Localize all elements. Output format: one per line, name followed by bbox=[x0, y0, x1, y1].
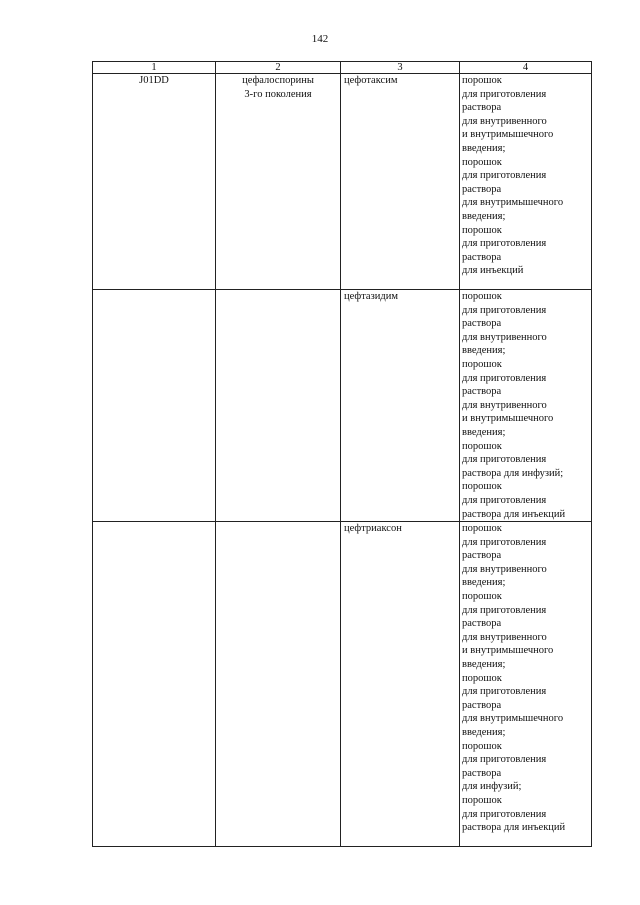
text-line: для приготовления bbox=[462, 808, 547, 820]
text-line: порошок bbox=[462, 740, 502, 752]
text-line: для внутривенного bbox=[462, 563, 547, 575]
drug-table bbox=[92, 61, 592, 847]
text-line: раствора bbox=[462, 550, 502, 562]
text-line: и внутримышечного bbox=[462, 413, 554, 425]
text-line: введения; bbox=[462, 426, 506, 438]
column-header-4: 4 bbox=[460, 62, 592, 74]
text-line: порошок bbox=[462, 523, 502, 535]
column-header-1: 1 bbox=[93, 62, 216, 74]
text-line: для приготовления bbox=[462, 170, 547, 182]
text-line: порошок bbox=[462, 672, 502, 684]
text-line: порошок bbox=[462, 156, 502, 168]
text-line: порошок bbox=[462, 440, 502, 452]
text-line: для приготовления bbox=[462, 604, 547, 616]
text-line: раствора bbox=[462, 102, 502, 114]
text-line: для приготовления bbox=[462, 454, 547, 466]
text-line: порошок bbox=[462, 224, 502, 236]
atc-code-cell bbox=[93, 290, 216, 522]
column-header-2: 2 bbox=[216, 62, 341, 74]
text-line: для инъекций bbox=[462, 265, 524, 277]
text-line: для приготовления bbox=[462, 238, 547, 250]
atc-code-cell bbox=[93, 522, 216, 847]
text-line: для внутривенного bbox=[462, 115, 547, 127]
text-line: введения; bbox=[462, 577, 506, 589]
text-line: для приготовления bbox=[462, 372, 547, 384]
text-line: порошок bbox=[462, 75, 502, 86]
text-line: для внутривенного bbox=[462, 631, 547, 643]
text-line: раствора bbox=[462, 183, 502, 195]
text-line: для инфузий; bbox=[462, 781, 522, 793]
text-line: порошок bbox=[462, 291, 502, 302]
group-cell bbox=[216, 290, 341, 522]
text-line: раствора bbox=[462, 386, 502, 398]
drug-name-cell: цефтазидим bbox=[341, 290, 460, 522]
text-line: для приготовления bbox=[462, 88, 547, 100]
atc-code-cell: J01DD bbox=[93, 74, 216, 290]
text-line: порошок bbox=[462, 481, 502, 493]
text-line: введения; bbox=[462, 210, 506, 222]
text-line: 3-го поколения bbox=[244, 88, 312, 100]
table-row bbox=[93, 74, 592, 290]
text-line: для приготовления bbox=[462, 494, 547, 506]
dosage-form-cell bbox=[460, 74, 592, 290]
text-line: введения; bbox=[462, 345, 506, 357]
text-line: для приготовления bbox=[462, 536, 547, 548]
text-line: для внутримышечного bbox=[462, 197, 564, 209]
drug-name-cell: цефтриаксон bbox=[341, 522, 460, 847]
text-line: для внутривенного bbox=[462, 399, 547, 411]
text-line: раствора для инъекций bbox=[462, 508, 566, 520]
text-line: введения; bbox=[462, 659, 506, 671]
table-row bbox=[93, 522, 592, 847]
text-line: раствора для инфузий; bbox=[462, 467, 564, 479]
text-line: порошок bbox=[462, 591, 502, 603]
text-line: для внутримышечного bbox=[462, 713, 564, 725]
text-line: и внутримышечного bbox=[462, 129, 554, 141]
text-line: раствора bbox=[462, 618, 502, 630]
text-line: и внутримышечного bbox=[462, 645, 554, 657]
text-line: введения; bbox=[462, 727, 506, 738]
group-cell bbox=[216, 74, 341, 290]
drug-name-cell: цефотаксим bbox=[341, 74, 460, 290]
column-header-3: 3 bbox=[341, 62, 460, 74]
text-line: раствора bbox=[462, 699, 502, 711]
header-row bbox=[93, 62, 592, 74]
text-line: для приготовления bbox=[462, 686, 547, 698]
text-line: раствора bbox=[462, 318, 502, 330]
text-line: для приготовления bbox=[462, 754, 547, 766]
text-line: раствора для инъекций bbox=[462, 822, 566, 834]
text-line: раствора bbox=[462, 767, 502, 779]
text-line: введения; bbox=[462, 142, 506, 154]
text-line: раствора bbox=[462, 251, 502, 263]
text-line: порошок bbox=[462, 358, 502, 370]
dosage-form-cell bbox=[460, 522, 592, 847]
text-line: для приготовления bbox=[462, 304, 547, 316]
page-number: 142 bbox=[311, 33, 329, 45]
group-cell bbox=[216, 522, 341, 847]
text-line: цефалоспорины bbox=[242, 75, 314, 86]
table-row bbox=[93, 290, 592, 522]
dosage-form-cell bbox=[460, 290, 592, 522]
text-line: порошок bbox=[462, 794, 502, 806]
text-line: для внутривенного bbox=[462, 331, 547, 343]
